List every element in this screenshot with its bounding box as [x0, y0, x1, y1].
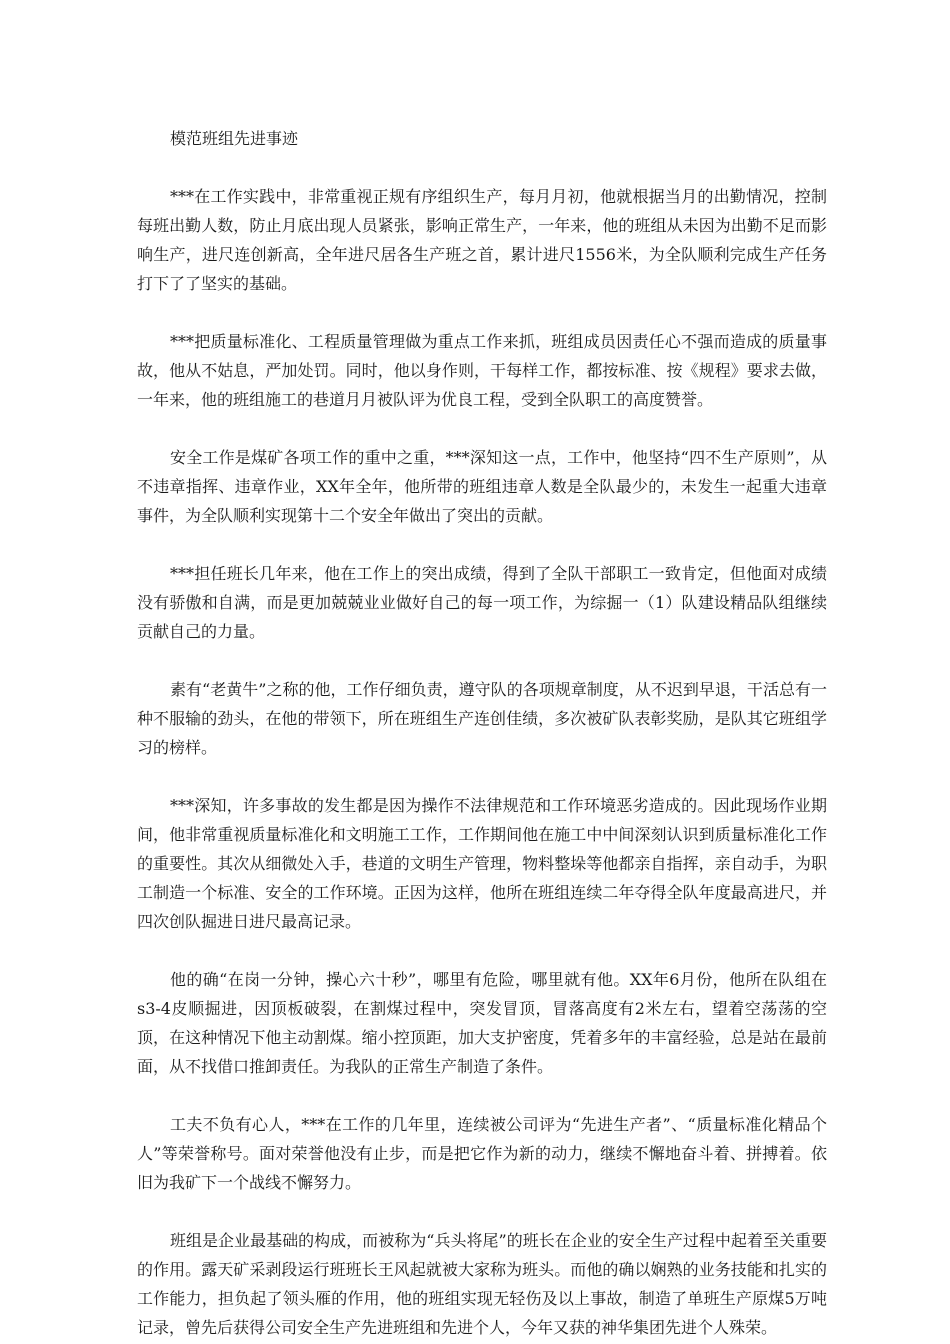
- paragraph-2: ***把质量标准化、工程质量管理做为重点工作来抓，班组成员因责任心不强而造成的质量事故，他从不姑息，严加处罚。同时，他以身作则，干每样工作，都按标准、按《规程》要求去做，一年来，他的班组施工的巷道月月被队评为优良工程，受到全队职工的高度赞誉。: [137, 332, 827, 409]
- document-body: [137, 124, 827, 1342]
- paragraph-3: 安全工作是煤矿各项工作的重中之重，***深知这一点，工作中，他坚持“四不生产原则”，从不违章指挥、违章作业，XX年全年，他所带的班组违章人数是全队最少的，未发生一起重大违章事件，为全队顺利实现第十二个安全年做出了突出的贡献。: [137, 448, 827, 525]
- paragraph-9: 班组是企业最基础的构成，而被称为“兵头将尾”的班长在企业的安全生产过程中起着至关重要的作用。露天矿采剥段运行班班长王风起就被大家称为班头。而他的确以娴熟的业务技能和扎实的工作能力，担负起了领头雁的作用，他的班组实现无轻伤及以上事故，制造了单班生产原煤5万吨记录，曾先后获得公司安全生产先进班组和先进个人，今年又获的神华集团先进个人殊荣。: [137, 1231, 827, 1337]
- document-title: 模范班组先进事迹: [170, 129, 299, 148]
- paragraph-5: 素有“老黄牛”之称的他，工作仔细负责，遵守队的各项规章制度，从不迟到早退，干活总有一种不服输的劲头，在他的带领下，所在班组生产连创佳绩，多次被矿队表彰奖励，是队其它班组学习的榜样。: [137, 680, 827, 757]
- paragraph-4: ***担任班长几年来，他在工作上的突出成绩，得到了全队干部职工一致肯定，但他面对成绩没有骄傲和自满，而是更加兢兢业业做好自己的每一项工作，为综掘一（1）队建设精品队组继续贡献自己的力量。: [137, 564, 827, 641]
- paragraph-1: ***在工作实践中，非常重视正规有序组织生产，每月月初，他就根据当月的出勤情况，控制每班出勤人数，防止月底出现人员紧张，影响正常生产，一年来，他的班组从未因为出勤不足而影响生产，进尺连创新高，全年进尺居各生产班之首，累计进尺1556米，为全队顺利完成生产任务打下了了坚实的基础。: [137, 187, 827, 293]
- paragraph-8: 工夫不负有心人，***在工作的几年里，连续被公司评为“先进生产者”、“质量标准化精品个人”等荣誉称号。面对荣誉他没有止步，而是把它作为新的动力，继续不懈地奋斗着、拼搏着。依旧为我矿下一个战线不懈努力。: [137, 1115, 827, 1192]
- paragraph-6: ***深知，许多事故的发生都是因为操作不法律规范和工作环境恶劣造成的。因此现场作业期间，他非常重视质量标准化和文明施工工作，工作期间他在施工中中间深刻认识到质量标准化工作的重要性。其次从细微处入手，巷道的文明生产管理，物料整垛等他都亲自指挥，亲自动手，为职工制造一个标准、安全的工作环境。正因为这样，他所在班组连续二年夺得全队年度最高进尺，并四次创队掘进日进尺最高记录。: [137, 796, 827, 931]
- paragraph-7: 他的确“在岗一分钟，操心六十秒”，哪里有危险，哪里就有他。XX年6月份，他所在队组在s3-4皮顺掘进，因顶板破裂，在割煤过程中，突发冒顶，冒落高度有2米左右，望着空荡荡的空顶，在这种情况下他主动割煤。缩小控顶距，加大支护密度，凭着多年的丰富经验，总是站在最前面，从不找借口推卸责任。为我队的正常生产制造了条件。: [137, 970, 827, 1076]
